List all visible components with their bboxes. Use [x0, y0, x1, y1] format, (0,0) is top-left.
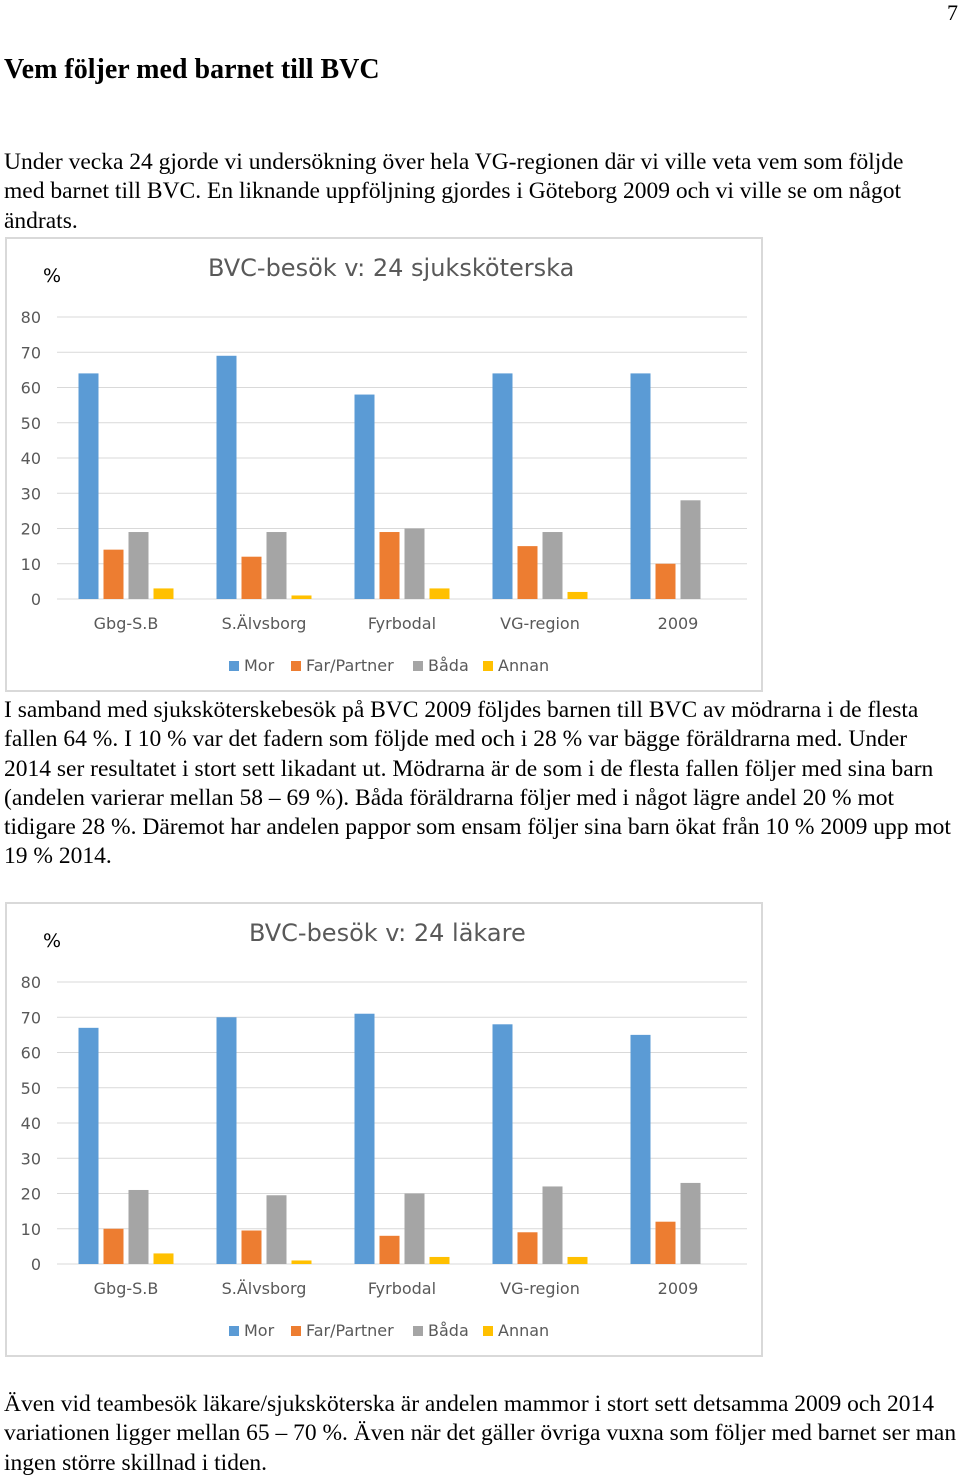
bar-annan-fyrbodal	[430, 1257, 450, 1264]
y-tick-label: 0	[30, 1255, 41, 1274]
bar-båda-s-älvsborg	[267, 1195, 287, 1264]
legend-label-annan: Annan	[498, 1321, 550, 1340]
bar-båda-gbg-s-b	[129, 532, 149, 599]
x-category-label: VG-region	[500, 614, 580, 633]
legend-label-mor: Mor	[244, 1321, 275, 1340]
paragraph-doctor-results: Även vid teambesök läkare/sjuksköterska är andelen mammor i stort sett detsamma 2009 och 2014 variationen ligger mellan 65 – 70 %. Även när det gäller övriga vuxna som följer med barnet ser man ingen större skillnad i tiden.	[4, 1391, 957, 1476]
bar-annan-s-älvsborg	[292, 595, 312, 599]
legend-label-mor: Mor	[244, 656, 275, 675]
y-tick-label: 30	[20, 484, 41, 504]
y-tick-label: 70	[20, 343, 41, 363]
x-category-label: Fyrbodal	[367, 614, 437, 633]
chart-doctor-visits	[5, 902, 763, 1357]
legend-label-far-partner: Far/Partner	[306, 1321, 394, 1340]
legend-swatch-mor	[229, 661, 239, 671]
y-tick-label: 50	[20, 413, 41, 433]
paragraph-nurse-results: I samband med sjuksköterskebesök på BVC 2009 följdes barnen till BVC av mödrarna i de flesta fallen 64 %. I 10 % var det fadern som följde med och i 28 % var bägge föräldrarna med. Under 2014 ser resultatet i stort sett likadant ut. Mödrarna är de som i de flesta fallen följer med sina barn (andelen varierar mellan 58 – 69 %). Båda föräldrarna följer med i något lägre andel 20 % mot tidigare 28 %. Däremot har andelen pappor som ensam följer sina barn ökat från 10 % 2009 upp mot 19 % 2014.	[4, 697, 951, 870]
chart-nurse-svg	[7, 239, 765, 694]
bar-far-partner-fyrbodal	[380, 532, 400, 599]
chart-doctor-svg	[7, 904, 765, 1359]
legend-swatch-mor	[229, 1326, 239, 1336]
bar-mor-gbg-s-b	[79, 373, 99, 599]
y-tick-label: 80	[20, 308, 41, 327]
x-category-label: S.Älvsborg	[221, 614, 307, 633]
bar-båda-2009	[681, 500, 701, 599]
x-category-label: 2009	[657, 614, 699, 633]
chart-title: BVC-besök v: 24 sjuksköterska	[208, 254, 575, 282]
legend-label-far-partner: Far/Partner	[306, 656, 394, 675]
x-category-label: Gbg-S.B	[93, 614, 159, 633]
bar-annan-fyrbodal	[430, 588, 450, 599]
bar-båda-2009	[681, 1183, 701, 1264]
legend-label-båda: Båda	[428, 1321, 469, 1340]
page-heading: Vem följer med barnet till BVC	[4, 54, 380, 85]
bar-annan-gbg-s-b	[154, 1253, 174, 1264]
legend-swatch-båda	[413, 661, 423, 671]
bar-far-partner-s-älvsborg	[242, 557, 262, 599]
y-tick-label: 30	[20, 1149, 41, 1169]
bar-mor-vg-region	[493, 373, 513, 599]
bar-far-partner-vg-region	[518, 1232, 538, 1264]
y-tick-label: 20	[20, 1184, 41, 1204]
bar-far-partner-s-älvsborg	[242, 1231, 262, 1264]
legend-swatch-far-partner	[291, 661, 301, 671]
bar-båda-fyrbodal	[405, 529, 425, 600]
legend-swatch-båda	[413, 1326, 423, 1336]
bar-båda-fyrbodal	[405, 1194, 425, 1265]
bar-far-partner-gbg-s-b	[104, 550, 124, 599]
x-category-label: Gbg-S.B	[93, 1279, 159, 1298]
y-axis-label: %	[43, 265, 62, 287]
y-axis-label: %	[43, 930, 62, 952]
y-tick-label: 20	[20, 519, 41, 539]
bar-annan-gbg-s-b	[154, 588, 174, 599]
legend-swatch-annan	[483, 1326, 493, 1336]
legend-label-annan: Annan	[498, 656, 550, 675]
x-category-label: S.Älvsborg	[221, 1279, 307, 1298]
bar-mor-fyrbodal	[355, 1014, 375, 1264]
x-category-label: VG-region	[500, 1279, 580, 1298]
y-tick-label: 80	[20, 973, 41, 992]
y-tick-label: 40	[20, 1114, 41, 1133]
bar-båda-vg-region	[543, 532, 563, 599]
y-tick-label: 50	[20, 1078, 41, 1098]
page-number: 7	[947, 0, 958, 25]
x-category-label: Fyrbodal	[367, 1279, 437, 1298]
bar-annan-vg-region	[568, 1257, 588, 1264]
y-tick-label: 0	[30, 590, 41, 609]
legend-swatch-far-partner	[291, 1326, 301, 1336]
chart-title: BVC-besök v: 24 läkare	[249, 919, 526, 947]
bar-far-partner-gbg-s-b	[104, 1229, 124, 1264]
y-tick-label: 40	[20, 449, 41, 468]
legend-swatch-annan	[483, 661, 493, 671]
bar-far-partner-2009	[656, 1222, 676, 1264]
y-tick-label: 70	[20, 1008, 41, 1028]
bar-mor-s-älvsborg	[217, 1017, 237, 1264]
bar-far-partner-vg-region	[518, 546, 538, 599]
bar-annan-vg-region	[568, 592, 588, 599]
bar-båda-vg-region	[543, 1186, 563, 1264]
bar-far-partner-fyrbodal	[380, 1236, 400, 1264]
bar-båda-s-älvsborg	[267, 532, 287, 599]
bar-båda-gbg-s-b	[129, 1190, 149, 1264]
y-tick-label: 60	[20, 378, 41, 398]
bar-mor-fyrbodal	[355, 395, 375, 599]
chart-nurse-visits	[5, 237, 763, 692]
bar-mor-2009	[631, 1035, 651, 1264]
y-tick-label: 60	[20, 1043, 41, 1063]
bar-annan-s-älvsborg	[292, 1260, 312, 1264]
bar-mor-s-älvsborg	[217, 356, 237, 599]
x-category-label: 2009	[657, 1279, 699, 1298]
bar-far-partner-2009	[656, 564, 676, 599]
bar-mor-vg-region	[493, 1024, 513, 1264]
intro-paragraph: Under vecka 24 gjorde vi undersökning över hela VG-regionen där vi ville veta vem som följde med barnet till BVC. En liknande uppföljning gjordes i Göteborg 2009 och vi ville se om något ändrats.	[4, 149, 904, 234]
legend-label-båda: Båda	[428, 656, 469, 675]
bar-mor-2009	[631, 373, 651, 599]
y-tick-label: 10	[20, 554, 41, 574]
y-tick-label: 10	[20, 1219, 41, 1239]
bar-mor-gbg-s-b	[79, 1028, 99, 1264]
